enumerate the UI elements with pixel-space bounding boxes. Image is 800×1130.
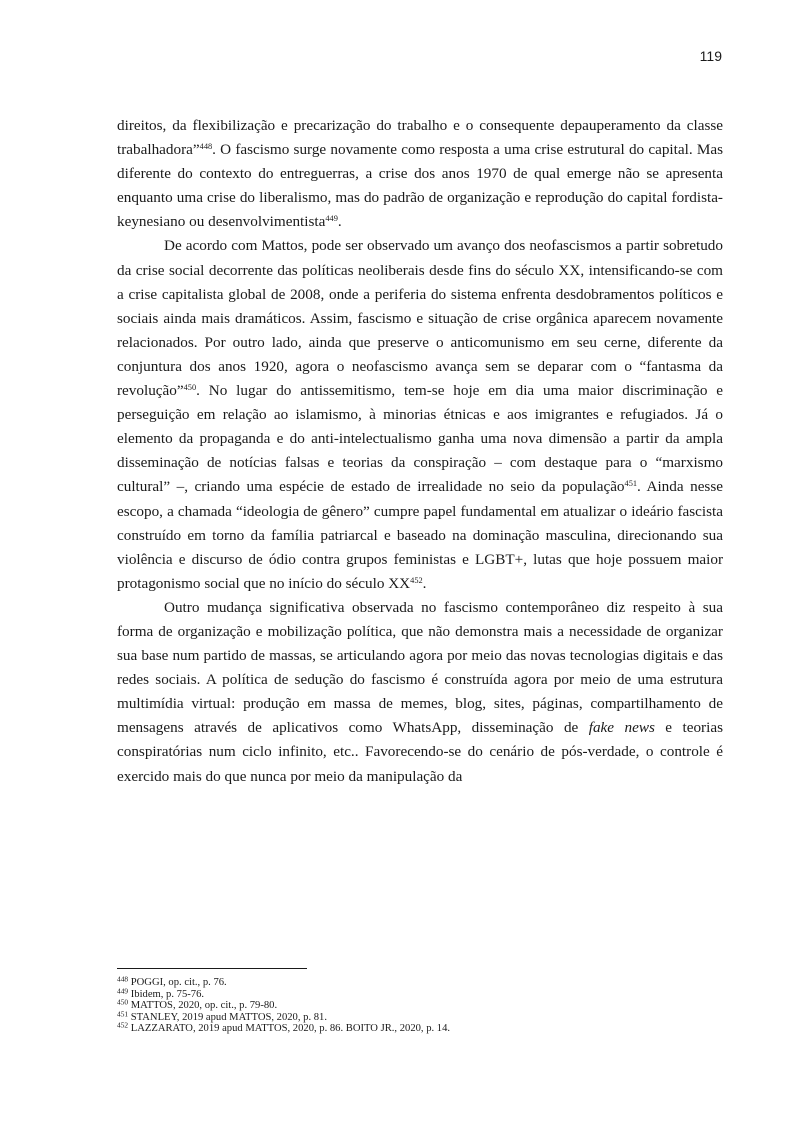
- footnote-number: 449: [117, 986, 129, 996]
- paragraph-text: . No lugar do antissemitismo, tem-se hoje em dia uma maior discriminação e perseguição em relação ao islamismo, à minorias étnicas e aos imigrantes e refugiados. Já o elemento da propaganda e do anti-intelectualismo ganha uma nova dimensão a partir da ampla disseminação de notícias falsas e teorias da conspiração – com destaque para o “marxismo cultural” –, criando uma espécie de estado de irrealidade no seio da população: [117, 382, 723, 496]
- footnote-number: 451: [117, 1009, 129, 1019]
- footnote-text: Ibidem, p. 75-76.: [128, 988, 205, 1000]
- paragraph-text: De acordo com Mattos, pode ser observado um avanço dos neofascismos a partir sobretudo da crise social decorrente das políticas neoliberais desde fins do século XX, intensificando-se com a crise capitalista global de 2008, onde a periferia do sistema enfrenta desdobramentos políticos e sociais ainda mais dramáticos. Assim, fascismo e situação de crise orgânica aparecem novamente relacionados. Por outro lado, ainda que preserve o anticomunismo em seu cerne, diferente da conjuntura dos anos 1920, agora o neofascismo avança sem se deparar com o “fantasma da revolução”: [117, 237, 723, 400]
- footnote-ref-449[interactable]: 449: [325, 214, 338, 224]
- footnote-text: LAZZARATO, 2019 apud MATTOS, 2020, p. 86. BOITO JR., 2020, p. 14.: [128, 1023, 451, 1035]
- footnote-452: [117, 1023, 723, 1035]
- footnote-448: [117, 974, 723, 989]
- footnote-text: MATTOS, 2020, op. cit., p. 79-80.: [128, 1000, 278, 1012]
- footnote-ref-448[interactable]: 448: [199, 141, 213, 151]
- paragraph-3: [117, 596, 723, 789]
- footnote-text: POGGI, op. cit., p. 76.: [128, 977, 227, 988]
- paragraph-text: direitos, da flexibilização e precarização do trabalho e o consequente depauperamento da classe trabalhadora”: [117, 117, 723, 159]
- footnote-ref-450[interactable]: 450: [183, 382, 197, 392]
- paragraph-text: Outro mudança significativa observada no fascismo contemporâneo diz respeito à sua forma de organização e mobilização política, que não demonstra mais a necessidade de organizar sua base num partido de massas, se articulando agora por meio das novas tecnologias digitais e das redes sociais. A política de sedução do fascismo é construída agora por meio de uma estrutura multimídia virtual: produção em massa de memes, blog, sites, páginas, compartilhamento de mensagens através de aplicativos como WhatsApp, disseminação de: [117, 598, 723, 737]
- body-text: [117, 114, 723, 789]
- paragraph-text: . Ainda nesse escopo, a chamada “ideologia de gênero” cumpre papel fundamental em atualizar o ideário fascista construído em torno da família patriarcal e baseado na dominação masculina, direcionando sua violência e discurso de ódio contra grupos feministas e LGBT+, lutas que hoje possuem maior protagonismo social que no início do século XX: [117, 478, 723, 592]
- footnote-ref-452[interactable]: 452: [410, 575, 423, 585]
- footnote-ref-451[interactable]: 451: [624, 479, 638, 489]
- footnote-449: [117, 986, 723, 1001]
- footnotes: [117, 974, 723, 1035]
- footnote-451: [117, 1009, 723, 1024]
- italic-term: fake news: [588, 719, 655, 737]
- footnote-number: 452: [117, 1021, 129, 1031]
- footnote-450: [117, 997, 723, 1012]
- paragraph-2: [117, 234, 723, 595]
- paragraph-text: . O fascismo surge novamente como resposta a uma crise estrutural do capital. Mas diferente do contexto do entreguerras, a crise dos anos 1970 de qual emerge não se apresenta enquanto uma crise do liberalismo, mas do padrão de organização e reprodução do capital fordista-keynesiano ou desenvolvimentista: [117, 141, 723, 231]
- paragraph-text: .: [337, 213, 342, 231]
- footnote-number: 448: [117, 974, 129, 984]
- paragraph-1: [117, 114, 723, 234]
- paragraph-text: e teorias conspiratórias num ciclo infinito, etc.. Favorecendo-se do cenário de pós-verdade, o controle é exercido mais do que nunca por meio da manipulação da: [117, 719, 723, 785]
- footnote-separator: [117, 968, 307, 969]
- paragraph-text: .: [422, 574, 427, 592]
- footnote-text: STANLEY, 2019 apud MATTOS, 2020, p. 81.: [128, 1011, 327, 1023]
- footnote-number: 450: [117, 997, 129, 1007]
- page-number: 119: [699, 48, 722, 64]
